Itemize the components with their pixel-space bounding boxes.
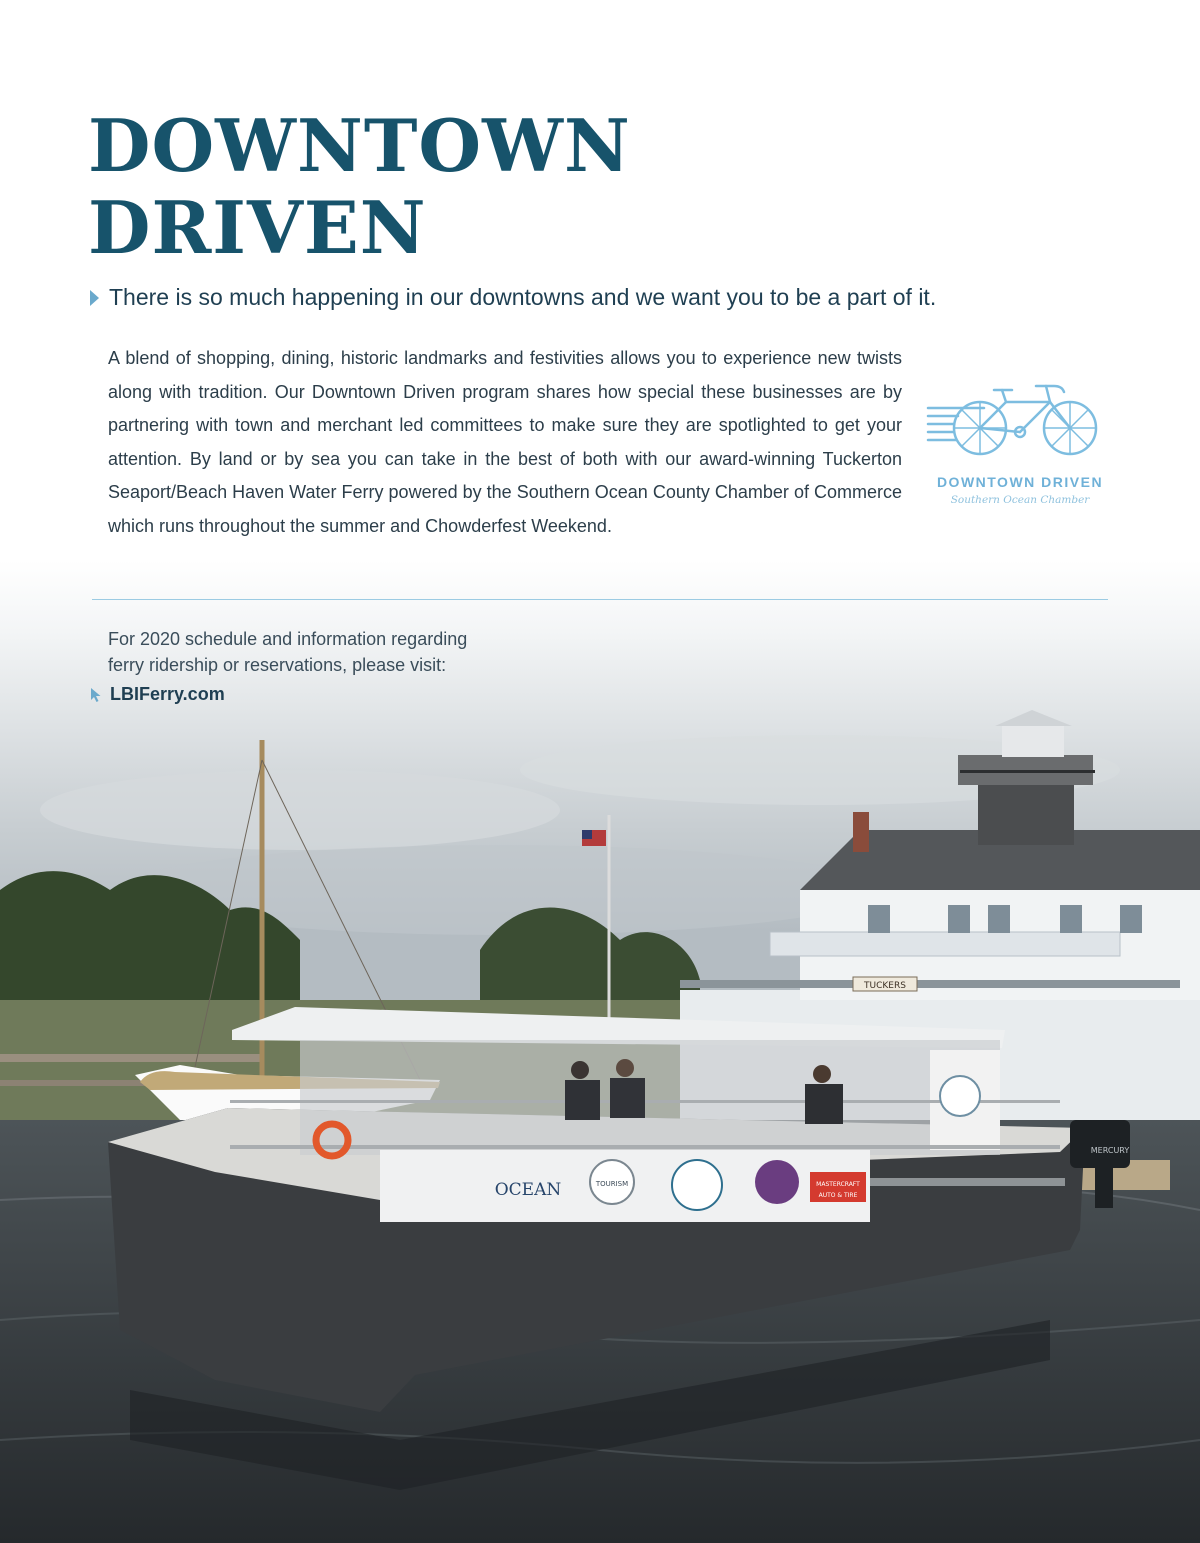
ferry-link-row[interactable] (90, 684, 225, 705)
downtown-driven-logo (924, 378, 1116, 514)
tagline (90, 284, 1150, 311)
title-line-1: DOWNTOWN (88, 103, 631, 188)
intro-paragraph: A blend of shopping, dining, historic landmarks and festivities allows you to experience new twists along with tradition. Our Downtown Driven program shares how special these businesses are by partnering with town and merchant led committees to make sure they are spotlighted to get your attention. By land or by sea you can take in the best of both with our award-winning Tuckerton Seaport/Beach Haven Water Ferry powered by the Southern Ocean County Chamber of Commerce which runs throughout the summer and Chowderfest Weekend. (108, 348, 902, 536)
ferry-photo (0, 560, 1200, 1543)
info-line-2: ferry ridership or reservations, please visit: (108, 655, 447, 675)
schedule-info (108, 626, 588, 678)
auto-tire-banner-text: AUTO & TIRE (818, 1192, 858, 1199)
section-divider (92, 599, 1108, 600)
tuckers-sign: TUCKERS (864, 981, 906, 991)
tourism-banner-text: TOURISM (595, 1180, 629, 1188)
info-line-1: For 2020 schedule and information regarding (108, 629, 468, 649)
cursor-icon (90, 687, 102, 703)
logo-title: DOWNTOWN DRIVEN (936, 474, 1104, 490)
caret-right-icon (90, 290, 99, 306)
title-line-2: DRIVEN (88, 185, 427, 270)
page-title (88, 105, 631, 269)
logo-subtitle: Southern Ocean Chamber (950, 494, 1090, 506)
motor-label: MERCURY (1090, 1146, 1130, 1155)
bicycle-icon (924, 378, 1116, 474)
ocean-banner-text: OCEAN (494, 1180, 562, 1200)
mastercraft-banner-text: MASTERCRAFT (816, 1181, 860, 1188)
tagline-text: There is so much happening in our downtowns and we want you to be a part of it. (109, 284, 937, 310)
ferry-website-link[interactable]: LBIFerry.com (110, 684, 225, 704)
